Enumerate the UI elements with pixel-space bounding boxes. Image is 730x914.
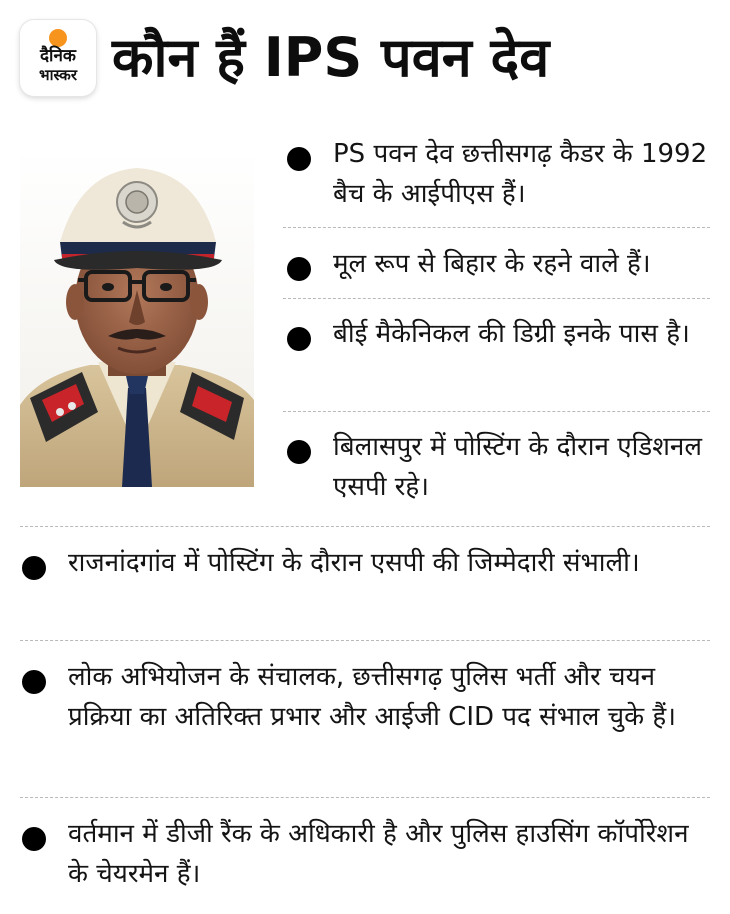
bullet-icon (22, 556, 46, 580)
fact-item: वर्तमान में डीजी रैंक के अधिकारी है और पुलिस हाउसिंग कॉर्पोरेशन के चेयरमेन हैं। (68, 819, 689, 889)
bullet-icon (287, 327, 311, 351)
divider (283, 411, 710, 412)
fact-item: मूल रूप से बिहार के रहने वाले हैं। (333, 249, 651, 279)
officer-portrait (20, 150, 254, 487)
sun-icon (49, 29, 67, 47)
divider (283, 298, 710, 299)
page-title: कौन हैं IPS पवन देव (112, 26, 550, 89)
fact-item: बिलासपुर में पोस्टिंग के दौरान एडिशनल एसपी रहे। (333, 432, 702, 502)
bullet-icon (22, 670, 46, 694)
divider (20, 640, 710, 641)
divider (283, 227, 710, 228)
bullet-icon (287, 440, 311, 464)
fact-item: लोक अभियोजन के संचालक, छत्तीसगढ़ पुलिस भर्ती और चयन प्रक्रिया का अतिरिक्त प्रभार और आईजी CID पद संभाल चुके हैं। (68, 662, 677, 732)
logo-text-line2: भास्कर (39, 66, 77, 84)
divider (20, 526, 710, 527)
dainik-bhaskar-logo (20, 20, 96, 96)
bullet-icon (287, 257, 311, 281)
bullet-icon (287, 147, 311, 171)
bullet-icon (22, 827, 46, 851)
fact-item: बीई मैकेनिकल की डिग्री इनके पास है। (333, 319, 690, 349)
divider (20, 797, 710, 798)
officer-portrait-image (20, 150, 254, 487)
logo-text-line1: दैनिक (40, 46, 76, 66)
fact-item: PS पवन देव छत्तीसगढ़ कैडर के 1992 बैच के आईपीएस हैं। (333, 139, 708, 209)
fact-item: राजनांदगांव में पोस्टिंग के दौरान एसपी की जिम्मेदारी संभाली। (68, 548, 640, 578)
